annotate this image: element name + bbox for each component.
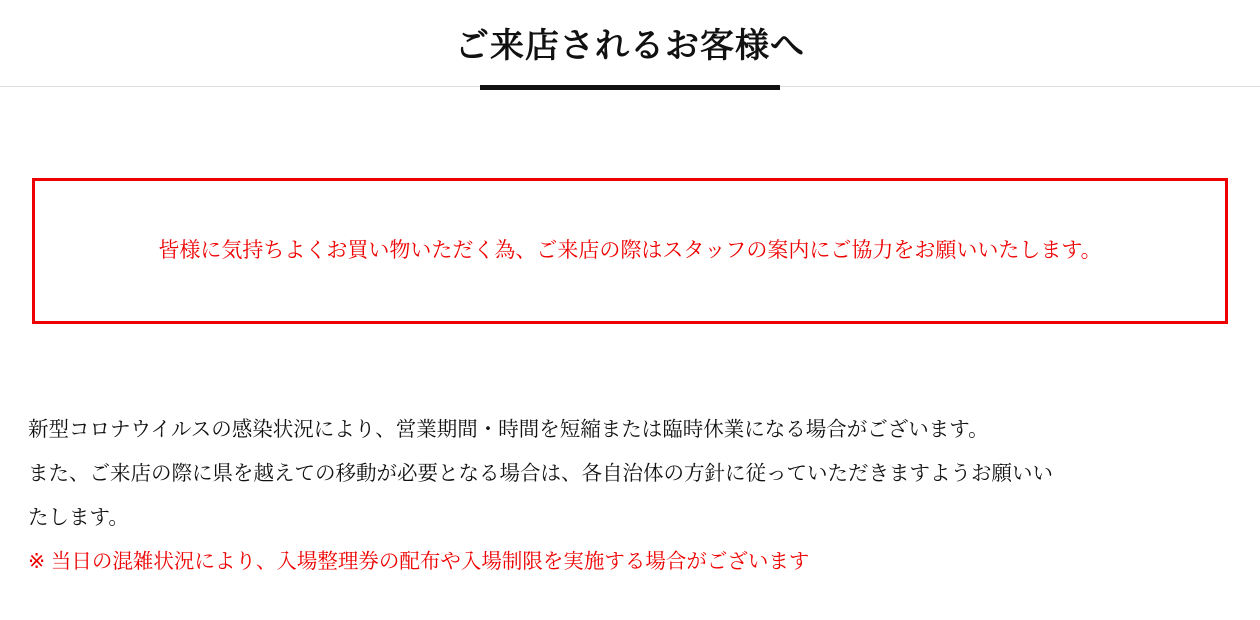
header-accent-bar bbox=[480, 85, 780, 90]
notice-attention-note: ※ 当日の混雑状況により、入場整理券の配布や入場制限を実施する場合がございます bbox=[28, 550, 810, 573]
notice-body-line: また、ご来店の際に県を越えての移動が必要となる場合は、各自治体の方針に従っていただきますようお願いい bbox=[28, 462, 1053, 485]
notice-body-line: 新型コロナウイルスの感染状況により、営業期間・時間を短縮または臨時休業になる場合がございます。 bbox=[28, 418, 989, 441]
page-title: ご来店されるお客様へ bbox=[455, 27, 805, 65]
notice-body bbox=[28, 408, 1232, 584]
notice-callout-text: 皆様に気持ちよくお買い物いただく為、ご来店の際はスタッフの案内にご協力をお願いいたします。 bbox=[158, 239, 1102, 262]
notice-callout-box bbox=[32, 178, 1228, 324]
notice-body-line: たします。 bbox=[28, 506, 129, 529]
page-header bbox=[0, 0, 1260, 68]
